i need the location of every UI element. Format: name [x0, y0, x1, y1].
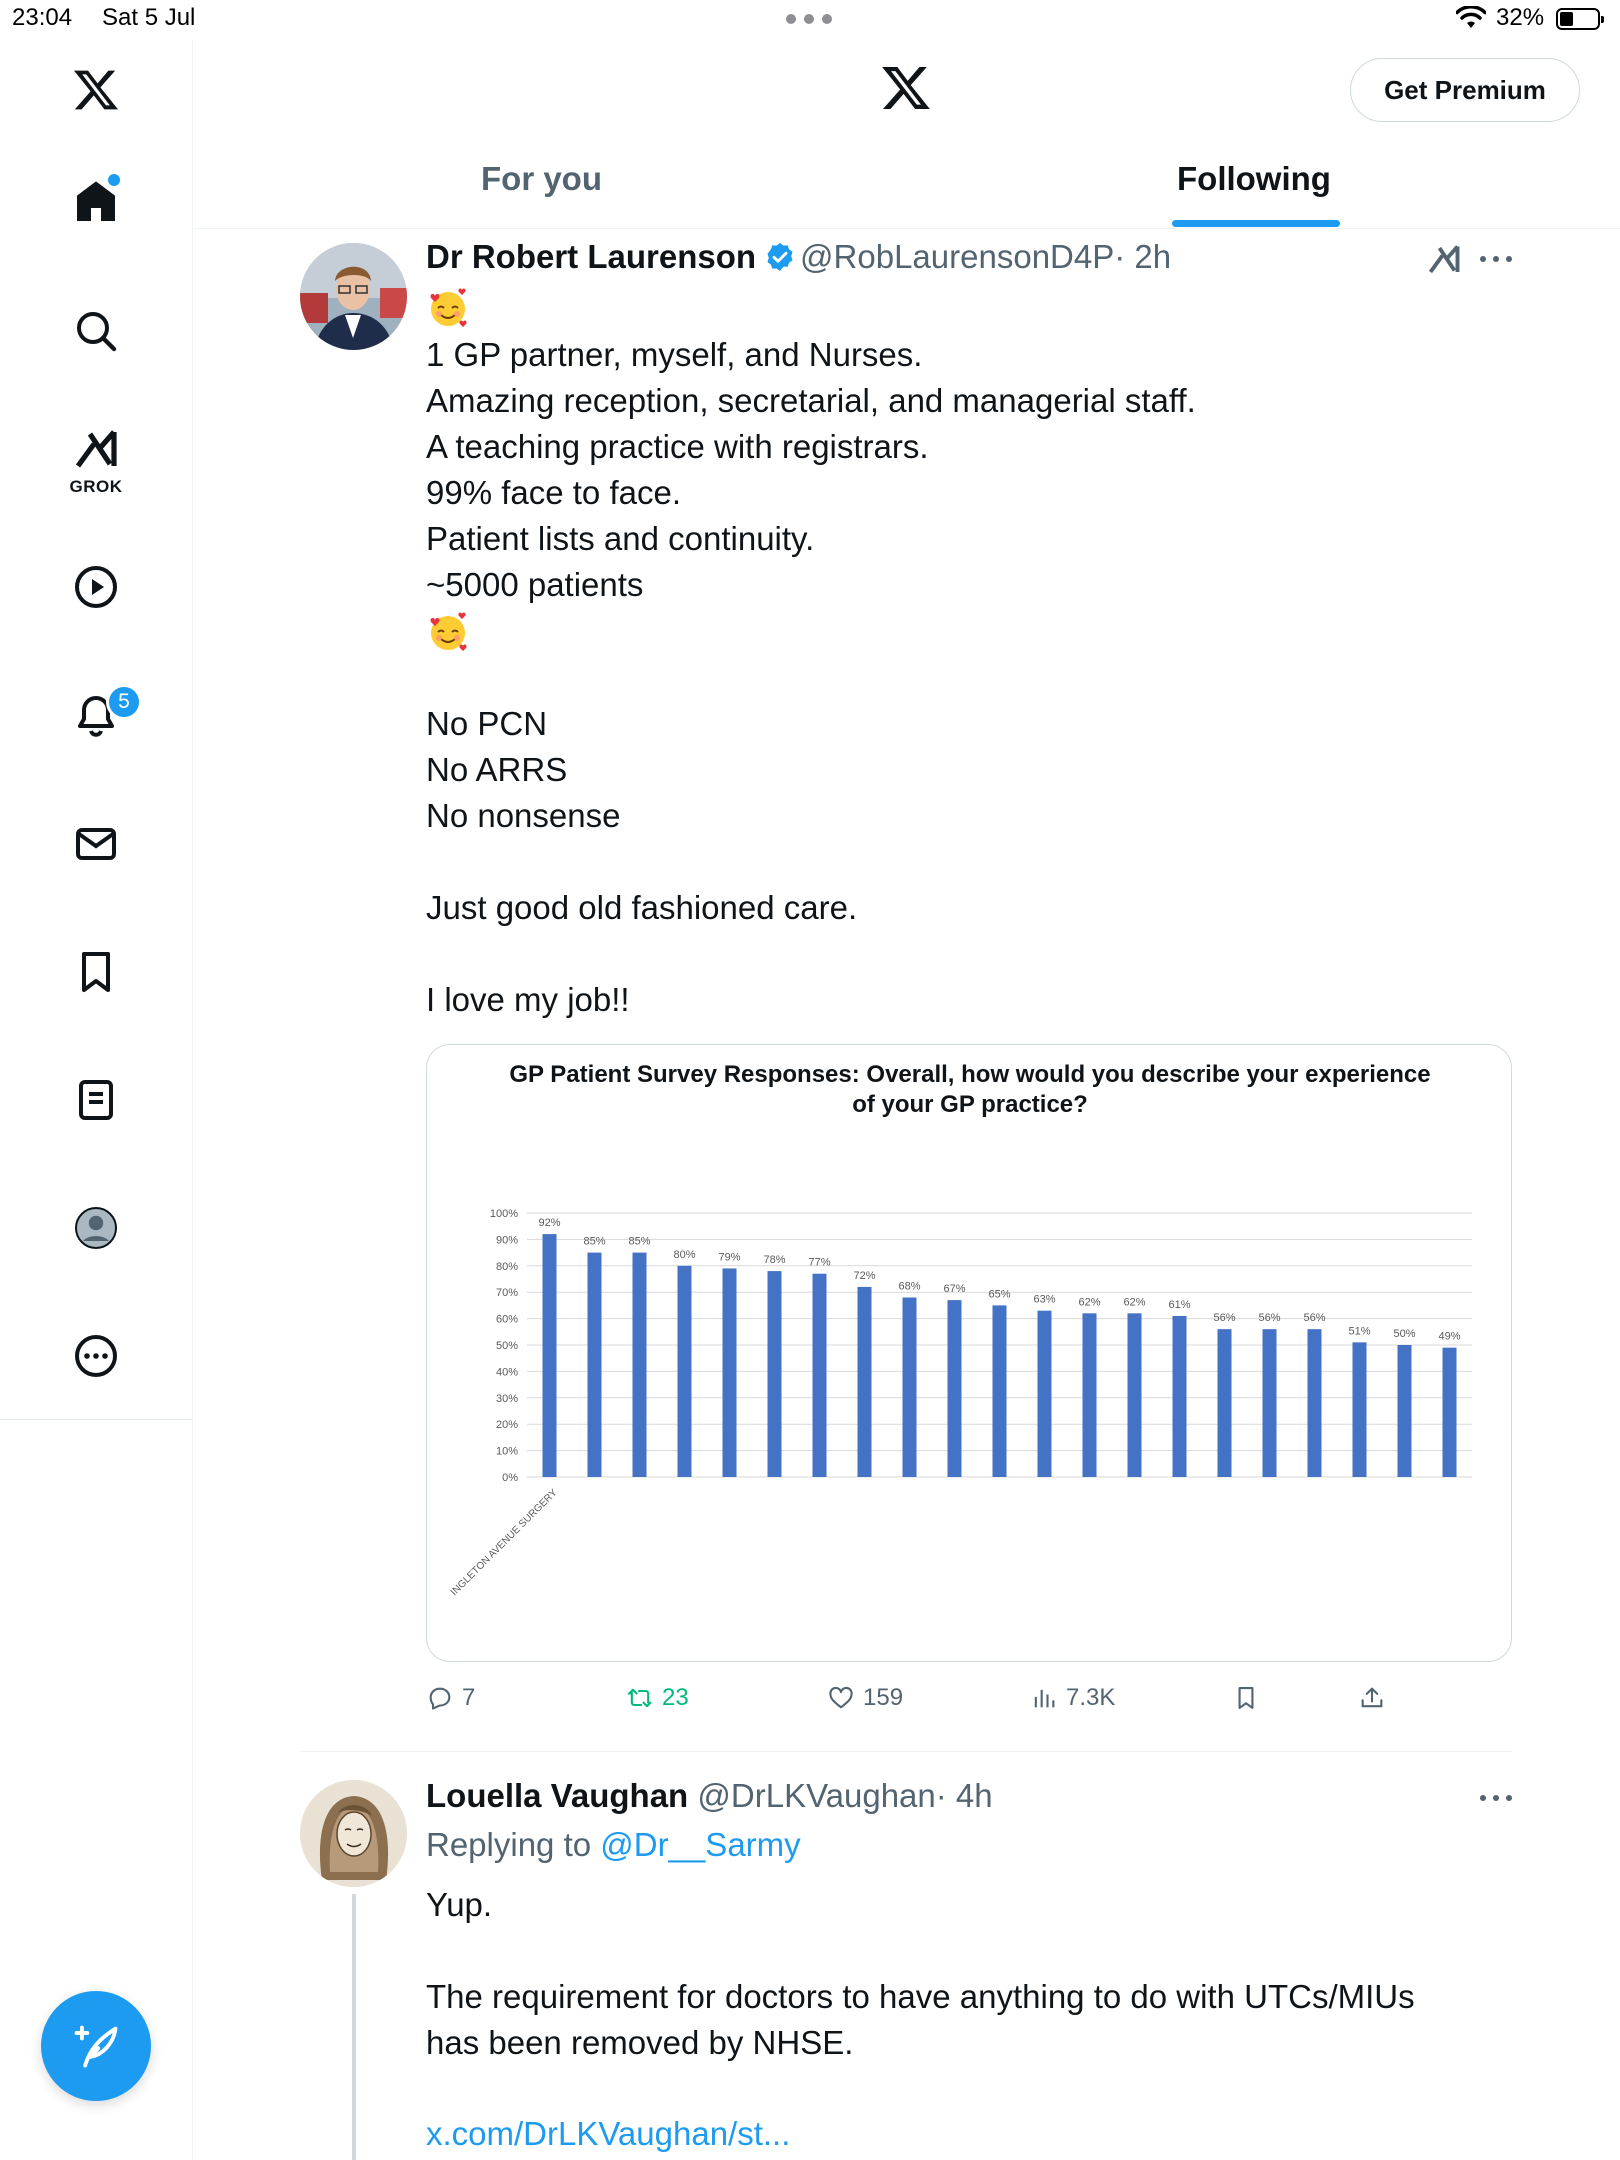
y-tick-label: 30% — [495, 1392, 518, 1405]
status-time: 23:04 — [12, 4, 73, 31]
search-icon[interactable] — [70, 305, 122, 357]
bookmarks-icon[interactable] — [70, 946, 122, 998]
verified-badge-icon[interactable] — [764, 241, 796, 273]
sidebar-divider — [0, 1419, 192, 1420]
bar-value-label: 56% — [1213, 1312, 1236, 1325]
tweet-text-line: Yup. — [426, 1886, 493, 1923]
tweet-time[interactable]: · 2h — [1114, 238, 1172, 275]
bar-value-label: 79% — [718, 1251, 741, 1264]
heart-icon — [827, 1684, 855, 1712]
wifi-icon — [1456, 6, 1486, 30]
avatar[interactable] — [300, 1780, 407, 1887]
grok-label: GROK — [69, 477, 123, 496]
bar — [1263, 1329, 1277, 1477]
retweet-count: 23 — [662, 1684, 689, 1711]
bar — [723, 1268, 737, 1477]
reply-icon — [426, 1684, 454, 1712]
views-button[interactable] — [1030, 1684, 1115, 1712]
bar — [678, 1266, 692, 1477]
grok-explain-icon[interactable] — [1426, 242, 1462, 278]
tweet-text-line: No nonsense — [426, 797, 621, 834]
y-tick-label: 60% — [495, 1313, 518, 1326]
tweet-text-line: has been removed by NHSE. — [426, 2024, 854, 2061]
bar-value-label: 50% — [1393, 1328, 1416, 1340]
tweet-text-line: ~5000 patients — [426, 566, 644, 603]
bookmark-button[interactable] — [1232, 1684, 1268, 1712]
like-count: 159 — [863, 1684, 904, 1711]
retweet-icon — [626, 1684, 654, 1712]
bar-value-label: 61% — [1168, 1298, 1191, 1311]
author-name[interactable]: Louella Vaughan — [426, 1777, 689, 1814]
home-unread-dot — [106, 172, 122, 188]
tweet-more-icon[interactable] — [1480, 1795, 1512, 1803]
tweet-text-line: A teaching practice with registrars. — [426, 428, 929, 465]
bar — [588, 1253, 602, 1477]
tweet-text-line: No ARRS — [426, 751, 568, 788]
y-tick-label: 0% — [502, 1472, 518, 1484]
replying-to-mention[interactable]: @Dr__Sarmy — [600, 1826, 801, 1863]
x-logo-icon[interactable] — [880, 62, 932, 114]
tweet-header — [426, 238, 1171, 276]
y-tick-label: 80% — [495, 1260, 518, 1273]
tweet-media-card[interactable] — [426, 1044, 1512, 1662]
bar-value-label: 56% — [1303, 1312, 1326, 1325]
bar — [903, 1297, 917, 1477]
bar-value-label: 78% — [763, 1254, 786, 1267]
bar-value-label: 49% — [1438, 1330, 1461, 1343]
lists-icon[interactable] — [70, 1074, 122, 1126]
share-icon — [1358, 1684, 1386, 1712]
tweet-text-line: I love my job!! — [426, 981, 630, 1018]
bar — [948, 1300, 962, 1477]
bar-chart — [427, 1115, 1512, 1655]
author-handle[interactable]: @DrLKVaughan — [697, 1777, 936, 1814]
reply-count: 7 — [462, 1684, 476, 1711]
x-logo-icon[interactable] — [70, 64, 122, 116]
bar-value-label: 63% — [1033, 1293, 1056, 1306]
bar-value-label: 62% — [1123, 1296, 1146, 1309]
y-tick-label: 10% — [495, 1445, 518, 1458]
tweet-text-line: Just good old fashioned care. — [426, 889, 858, 926]
share-button[interactable] — [1358, 1684, 1394, 1712]
tweet-link[interactable]: x.com/DrLKVaughan/st... — [426, 2115, 791, 2152]
compose-button[interactable] — [41, 1991, 151, 2101]
bar — [1173, 1316, 1187, 1477]
bar-value-label: 65% — [988, 1288, 1011, 1301]
analytics-icon — [1030, 1684, 1058, 1712]
bar — [543, 1234, 557, 1477]
y-tick-label: 100% — [489, 1208, 518, 1220]
thread-line — [352, 1894, 356, 2160]
y-tick-label: 50% — [495, 1340, 518, 1352]
chart-title: GP Patient Survey Responses: Overall, how would you describe your experience — [509, 1061, 1431, 1088]
grok-icon[interactable] — [70, 424, 122, 476]
tweet-time[interactable]: · 4h — [935, 1777, 993, 1814]
tweet-text-line: Amazing reception, secretarial, and managerial staff. — [426, 382, 1196, 419]
replying-to — [426, 1826, 801, 1864]
bar — [993, 1305, 1007, 1477]
reply-button[interactable] — [426, 1684, 475, 1712]
replying-to-label: Replying to — [426, 1826, 592, 1863]
x-tick-label: INGLETON AVENUE SURGERY — [448, 1487, 560, 1599]
bar — [1083, 1313, 1097, 1477]
bar-value-label: 80% — [673, 1248, 696, 1261]
bar-value-label: 85% — [628, 1235, 651, 1248]
bar-value-label: 72% — [853, 1269, 876, 1282]
tweet-text-line: No PCN — [426, 705, 548, 742]
bookmark-icon — [1232, 1684, 1260, 1712]
bar-value-label: 85% — [583, 1235, 606, 1248]
bar — [1128, 1313, 1142, 1477]
get-premium-button[interactable]: Get Premium — [1350, 58, 1580, 122]
chart-title-line2: of your GP practice? — [852, 1091, 1088, 1118]
y-tick-label: 70% — [495, 1287, 518, 1300]
bar-value-label: 67% — [943, 1283, 966, 1296]
battery-percent: 32% — [1496, 4, 1545, 31]
tweet-text-line: The requirement for doctors to have anything to do with UTCs/MIUs — [426, 1978, 1415, 2015]
tab-following[interactable]: Following — [1177, 160, 1331, 197]
bar — [1218, 1329, 1232, 1477]
author-name[interactable]: Dr Robert Laurenson — [426, 238, 757, 275]
y-tick-label: 20% — [495, 1419, 518, 1432]
y-tick-label: 90% — [495, 1234, 518, 1247]
compose-icon — [70, 2020, 122, 2072]
bar — [768, 1271, 782, 1477]
tweet-actions — [426, 1684, 1526, 1724]
bar-value-label: 77% — [808, 1256, 831, 1269]
battery-icon — [1556, 8, 1600, 30]
author-handle[interactable]: @RobLaurensonD4P — [800, 238, 1115, 275]
tweet-text-line: Patient lists and continuity. — [426, 520, 815, 557]
bar — [1038, 1311, 1052, 1477]
avatar[interactable] — [300, 243, 407, 350]
bar — [633, 1253, 647, 1477]
smiling-face-hearts-icon — [426, 286, 470, 330]
profile-icon[interactable] — [70, 1202, 122, 1254]
like-button[interactable] — [827, 1684, 903, 1712]
bar-value-label: 56% — [1258, 1312, 1281, 1325]
tweet-more-icon[interactable] — [1480, 256, 1512, 264]
tweet-text-line: 99% face to face. — [426, 474, 681, 511]
active-tab-indicator — [1172, 220, 1340, 227]
tweet-header — [426, 1777, 993, 1815]
tab-for-you[interactable]: For you — [481, 160, 602, 197]
bar — [813, 1274, 827, 1477]
multitasking-dots-icon[interactable] — [786, 14, 832, 24]
bar-value-label: 51% — [1348, 1325, 1371, 1338]
smiling-face-hearts-icon — [426, 610, 470, 654]
notification-badge: 5 — [106, 684, 142, 720]
bar-value-label: 68% — [898, 1280, 921, 1293]
tweet-text-line: 1 GP partner, myself, and Nurses. — [426, 336, 923, 373]
bar-value-label: 92% — [538, 1217, 561, 1230]
bar — [1443, 1348, 1457, 1477]
y-tick-label: 40% — [495, 1366, 518, 1379]
view-count: 7.3K — [1066, 1684, 1116, 1711]
status-date: Sat 5 Jul — [102, 4, 196, 31]
bar — [858, 1287, 872, 1477]
video-icon[interactable] — [70, 561, 122, 613]
retweet-button[interactable] — [626, 1684, 689, 1712]
bar — [1308, 1329, 1322, 1477]
bar-value-label: 62% — [1078, 1296, 1101, 1309]
bar — [1398, 1345, 1412, 1477]
bar — [1353, 1342, 1367, 1477]
messages-icon[interactable] — [70, 818, 122, 870]
status-bar — [0, 0, 1620, 40]
more-icon[interactable] — [70, 1330, 122, 1382]
tweet-divider — [300, 1751, 1512, 1752]
